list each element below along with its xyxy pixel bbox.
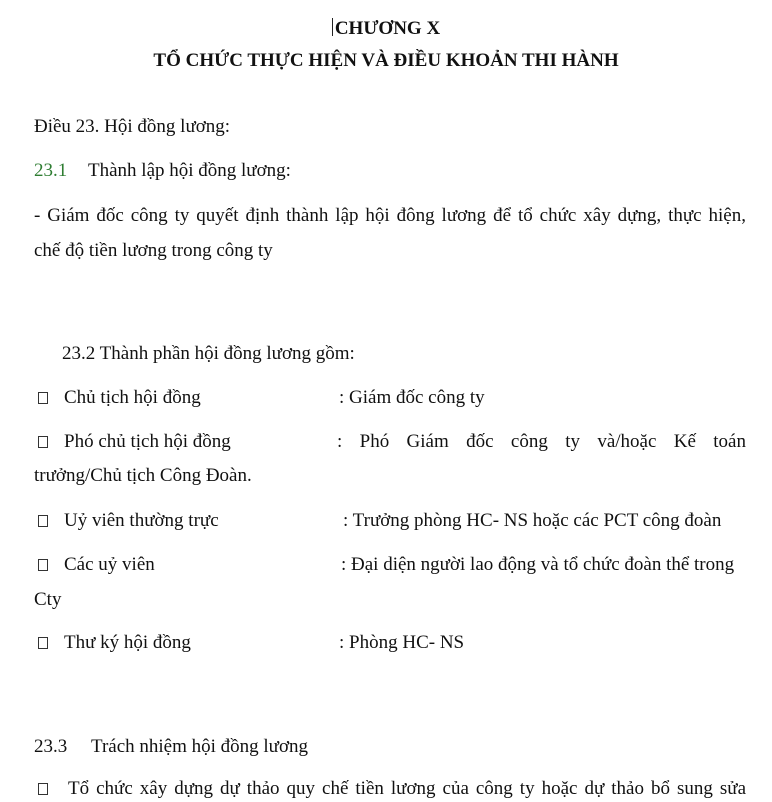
section-1-title: Thành lập hội đồng lương: [88,160,291,181]
item-label: Các uỷ viên [64,554,155,575]
item-value: : Đại diện người lao động và tổ chức đoàn thể trong [341,554,735,575]
section-1-number: 23.1 [34,160,68,181]
section-2-heading: 23.2 Thành phần hội đồng lương gồm: [62,343,355,364]
checkbox-icon [38,392,48,404]
item-value: : Phòng HC- NS [339,632,465,653]
checkbox-icon [38,559,48,571]
list-item [34,387,746,411]
item-value-continued: trưởng/Chủ tịch Công Đoàn. [34,465,252,486]
chapter-title [0,18,772,40]
section-3-title: Trách nhiệm hội đồng lương [91,736,309,757]
list-item [34,632,746,656]
item-value-continued: Cty [34,589,62,610]
item-text: Tổ chức xây dựng dự thảo quy chế tiền lương của công ty hoặc dự thảo bổ sung sửa [68,778,746,799]
section-1-para-line1: - Giám đốc công ty quyết định thành lập hội đông lương để tổ chức xây dựng, thực hiện, [34,205,746,226]
item-label: Chủ tịch hội đồng [64,387,201,408]
checkbox-icon [38,436,48,448]
checkbox-icon [38,515,48,527]
item-value: : Phó Giám đốc công ty và/hoặc Kế toán [337,431,746,452]
checkbox-icon [38,637,48,649]
list-item [34,510,746,534]
list-item [34,554,746,578]
list-item [34,778,746,802]
section-3-number: 23.3 [34,736,68,757]
item-value: : Trưởng phòng HC- NS hoặc các PCT công đoàn [343,510,722,531]
item-label: Phó chủ tịch hội đồng [64,431,231,452]
section-1-para-line2: chế độ tiền lương trong công ty [34,240,273,261]
list-item [34,431,746,455]
item-label: Thư ký hội đồng [64,632,191,653]
checkbox-icon [38,783,48,795]
article-heading: Điều 23. Hội đồng lương: [34,116,231,137]
chapter-title-text: CHƯƠNG X [334,18,441,39]
item-label: Uỷ viên thường trực [64,510,219,531]
chapter-subtitle: TỔ CHỨC THỰC HIỆN VÀ ĐIỀU KHOẢN THI HÀNH [153,50,619,71]
item-value: : Giám đốc công ty [339,387,485,408]
text-cursor [332,18,333,36]
